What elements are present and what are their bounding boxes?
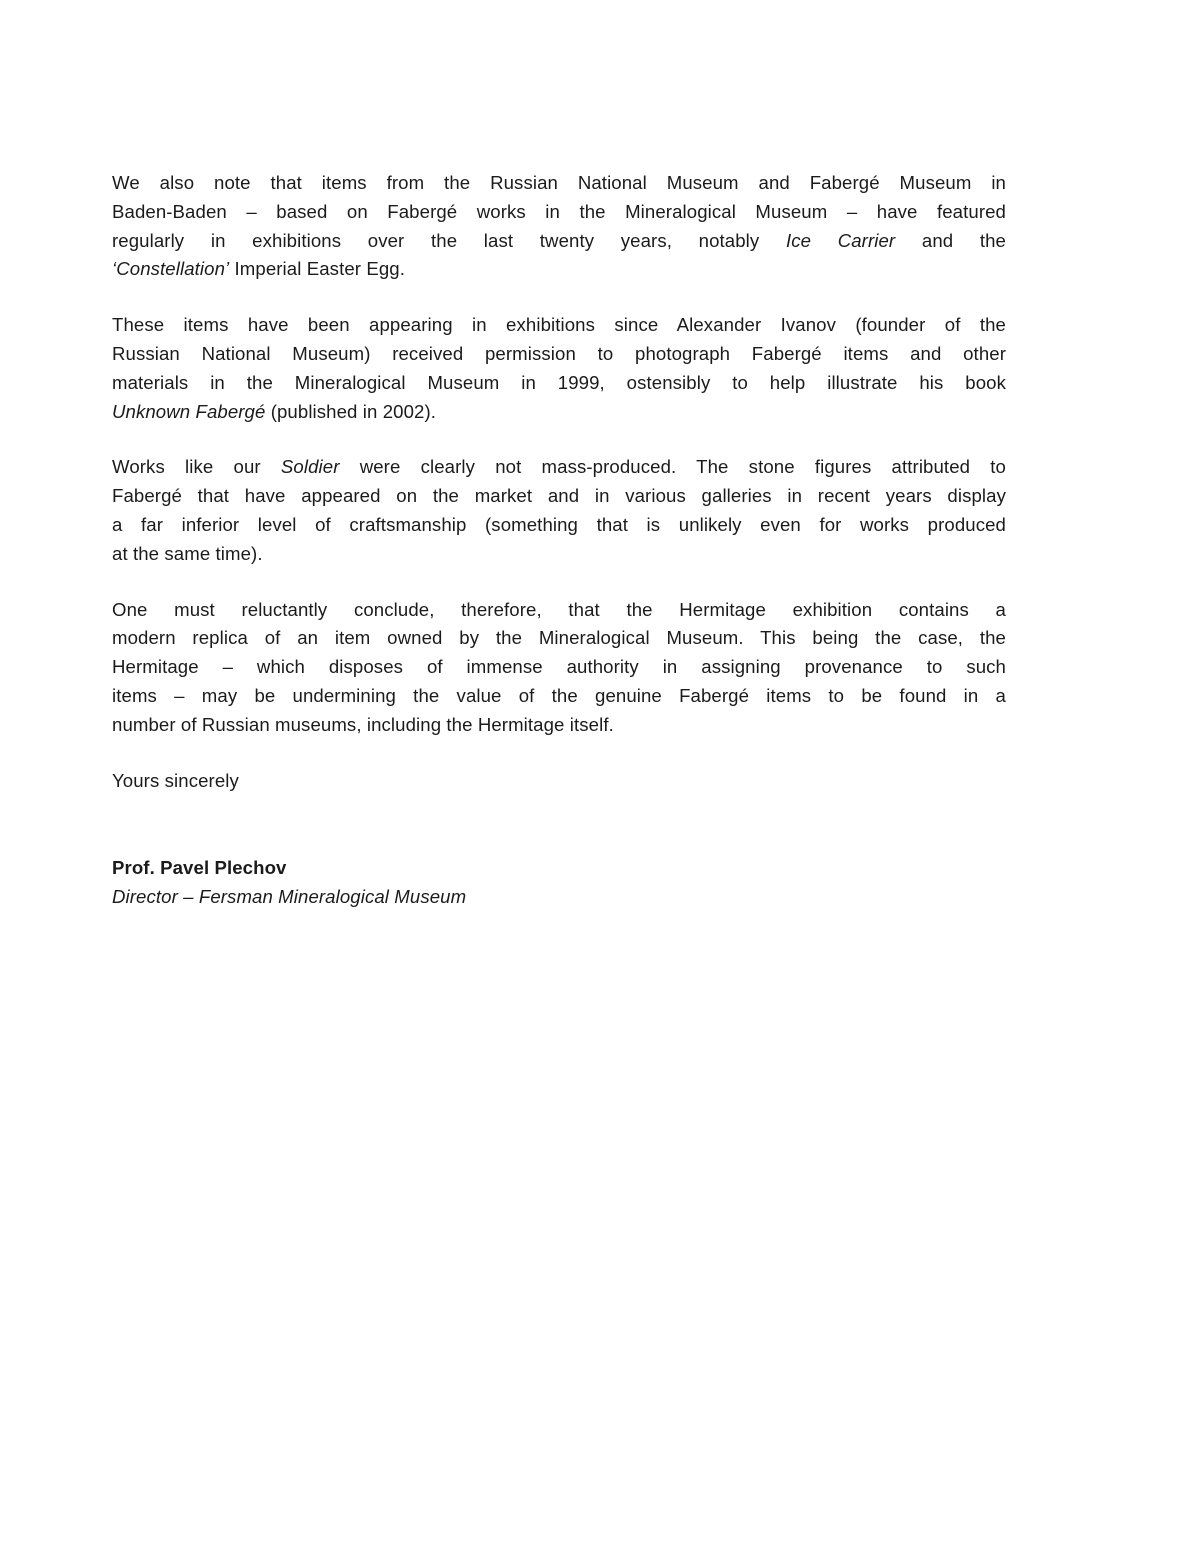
text-segment: materials in the Mineralogical Museum in 1999, ostensibly to help illustrate his book bbox=[112, 371, 1006, 393]
paragraph bbox=[112, 596, 1006, 740]
text-line bbox=[112, 482, 1006, 511]
text-segment: Imperial Easter Egg. bbox=[229, 258, 405, 280]
signature-block bbox=[112, 854, 1006, 912]
text-segment: We also note that items from the Russian National Museum and Fabergé Museum in bbox=[112, 172, 1006, 193]
text-segment: These items have been appearing in exhibitions since Alexander Ivanov (founder of the bbox=[112, 314, 1006, 336]
signatory-name: Prof. Pavel Plechov bbox=[112, 857, 287, 879]
text-line bbox=[112, 340, 1006, 369]
text-line bbox=[112, 169, 1006, 198]
text-line bbox=[112, 369, 1006, 398]
paragraph bbox=[112, 311, 1006, 426]
text-segment: regularly in exhibitions over the last twenty years, notably bbox=[112, 229, 786, 251]
paragraph bbox=[112, 453, 1006, 568]
text-line bbox=[112, 511, 1006, 540]
text-segment: Baden-Baden – based on Fabergé works in the Mineralogical Museum – have featured bbox=[112, 200, 1006, 222]
text-segment: at the same time). bbox=[112, 542, 263, 564]
text-segment: Russian National Museum) received permission to photograph Fabergé items and other bbox=[112, 342, 1006, 364]
paragraph bbox=[112, 169, 1006, 284]
text-line bbox=[112, 198, 1006, 227]
text-segment: Fabergé that have appeared on the market and in various galleries in recent years display bbox=[112, 485, 1006, 507]
text-segment: a far inferior level of craftsmanship (something that is unlikely even for works produced bbox=[112, 513, 1006, 535]
text-line bbox=[112, 540, 1006, 569]
text-line bbox=[112, 311, 1006, 340]
text-line bbox=[112, 398, 1006, 427]
text-segment: ‘Constellation’ bbox=[112, 258, 230, 280]
text-segment: Unknown Fabergé bbox=[112, 400, 266, 422]
text-line bbox=[112, 653, 1006, 682]
text-segment: (published in 2002). bbox=[265, 400, 437, 422]
text-segment: Hermitage – which disposes of immense authority in assigning provenance to such bbox=[112, 656, 1006, 678]
text-line bbox=[112, 624, 1006, 653]
letter-body bbox=[112, 169, 1006, 740]
text-line bbox=[112, 682, 1006, 711]
text-segment: items – may be undermining the value of the genuine Fabergé items to be found in a bbox=[112, 684, 1006, 706]
text-segment: and the bbox=[895, 229, 1007, 251]
text-segment: Soldier bbox=[280, 456, 340, 478]
text-segment: modern replica of an item owned by the Mineralogical Museum. This being the case, the bbox=[112, 627, 1006, 649]
signatory-title: Director – Fersman Mineralogical Museum bbox=[112, 886, 467, 908]
text-segment: One must reluctantly conclude, therefore, that the Hermitage exhibition contains a bbox=[112, 598, 1006, 620]
text-segment: number of Russian museums, including the Hermitage itself. bbox=[112, 713, 614, 735]
text-line bbox=[112, 453, 1006, 482]
closing-salutation: Yours sincerely bbox=[112, 769, 239, 791]
text-line bbox=[112, 596, 1006, 625]
text-segment: Works like our bbox=[112, 456, 281, 478]
text-line bbox=[112, 227, 1006, 256]
text-segment: were clearly not mass-produced. The stone figures attributed to bbox=[339, 456, 1006, 478]
text-line bbox=[112, 711, 1006, 740]
letter-content bbox=[112, 169, 1006, 912]
text-segment: Ice Carrier bbox=[785, 229, 896, 251]
text-line bbox=[112, 255, 1006, 284]
